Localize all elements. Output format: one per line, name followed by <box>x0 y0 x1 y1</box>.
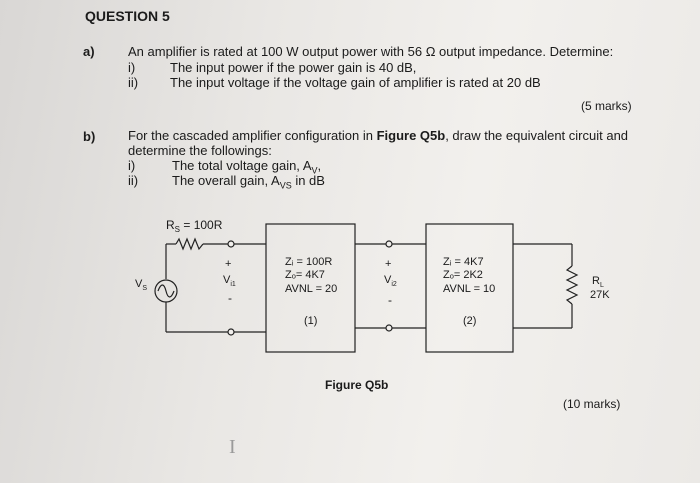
part-a-label: a) <box>83 44 95 59</box>
part-a-item-1-text: The input power if the power gain is 40 dB, <box>170 60 417 75</box>
ac-source-icon <box>158 285 174 297</box>
vi1-label: $V_{i1}$ <box>223 274 236 288</box>
part-b-stem-line2: determine the followings: <box>128 143 272 158</box>
part-a-item-1-num: i) <box>128 60 136 75</box>
part-b-label: b) <box>83 129 96 144</box>
amp1-avnl: AVNL = 20 <box>285 283 338 295</box>
amp1-zo: Zₒ= 4K7 <box>285 269 325 281</box>
vi1-plus: + <box>225 258 232 270</box>
part-b-item-1-num: i) <box>128 158 136 173</box>
part-b-item-2-num: ii) <box>128 173 139 188</box>
vi2-minus: - <box>388 293 392 307</box>
part-b-item-2-text: The overall gain, $A_{VS}$ in dB <box>172 173 325 191</box>
part-a-item-2-text: The input voltage if the voltage gain of amplifier is rated at 20 dB <box>170 75 541 90</box>
amp1-number: (1) <box>304 315 318 327</box>
amp2-avnl: AVNL = 10 <box>443 283 496 295</box>
vi2-label: $V_{i2}$ <box>384 274 397 288</box>
rs-resistor <box>176 239 203 249</box>
text-cursor-icon: I <box>229 436 236 458</box>
rl-resistor <box>567 266 577 304</box>
interstage-terminal-bottom <box>386 325 392 331</box>
part-b-marks: (10 marks) <box>563 397 621 411</box>
input-terminal-top <box>228 241 234 247</box>
interstage-terminal-top <box>386 241 392 247</box>
vs-label: $V_S$ <box>135 278 148 292</box>
input-terminal-bottom <box>228 329 234 335</box>
part-a-marks: (5 marks) <box>581 99 632 113</box>
amp2-zi: Zᵢ = 4K7 <box>443 256 484 268</box>
amp1-zi: Zᵢ = 100R <box>285 256 333 268</box>
amp2-zo: Zₒ= 2K2 <box>443 269 483 281</box>
part-b-item-1-text: The total voltage gain, $A_V$, <box>172 158 322 176</box>
question-title: QUESTION 5 <box>85 8 170 24</box>
rs-label: $R_S = 100R$ <box>166 218 223 234</box>
part-b-stem: For the cascaded amplifier configuration in Figure Q5b, draw the equivalent circuit and <box>128 128 629 143</box>
figure-reference: Figure Q5b <box>376 128 446 143</box>
amp2-number: (2) <box>463 315 477 327</box>
vi2-plus: + <box>385 258 392 270</box>
figure-caption: Figure Q5b <box>325 378 389 392</box>
rl-label: $R_L$ <box>592 275 604 289</box>
part-a-stem: An amplifier is rated at 100 W output power with 56 Ω output impedance. Determine: <box>128 44 614 59</box>
vi1-minus: - <box>228 291 232 305</box>
rl-value: 27K <box>590 289 610 301</box>
part-a-item-2-num: ii) <box>128 75 139 90</box>
